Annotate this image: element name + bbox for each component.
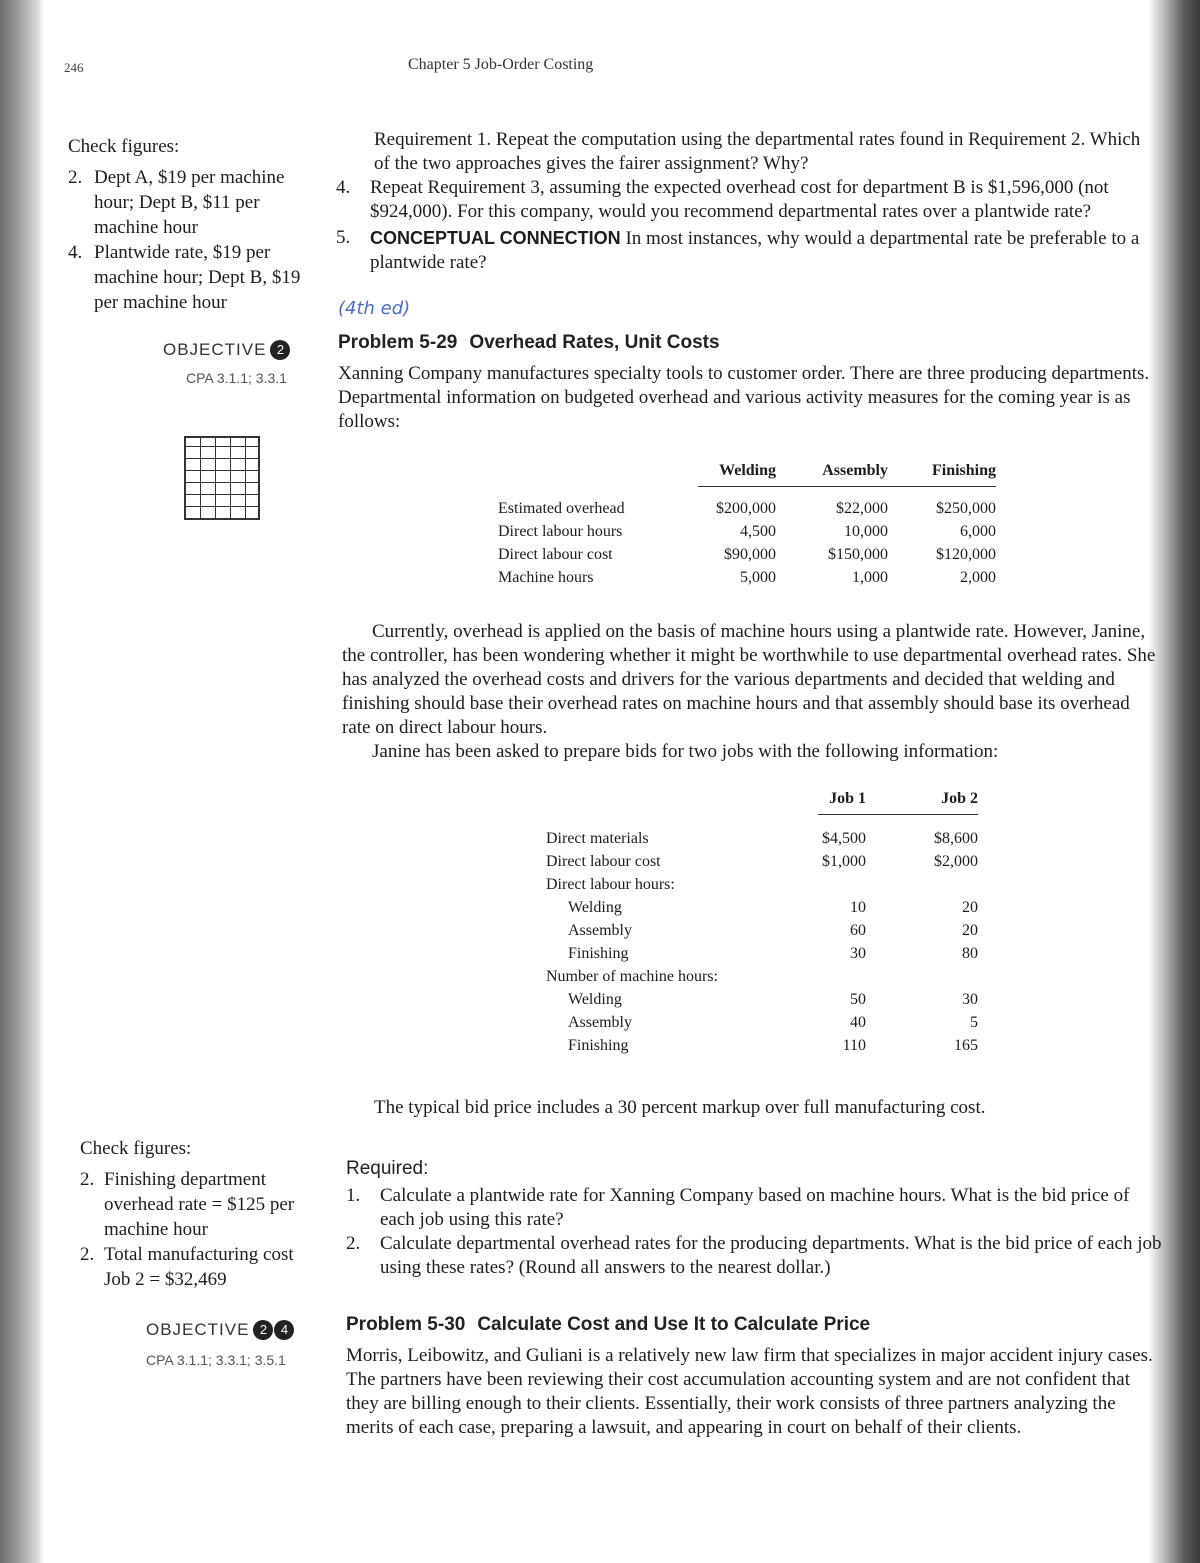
table-row: Direct labour hours: xyxy=(546,876,675,893)
table-row: Direct labour cost $1,000 $2,000 xyxy=(546,853,978,870)
cpa-reference: CPA 3.1.1; 3.3.1 xyxy=(186,370,287,386)
objective-badge: 2 xyxy=(270,340,290,360)
requirement-continuation: Requirement 1. Repeat the computation using the departmental rates found in Requirement 2. Which of the two approaches gives the fairer assignment? Why? xyxy=(374,129,1141,174)
table-row: Direct materials $4,500 $8,600 xyxy=(546,830,978,847)
page-number: 246 xyxy=(64,60,84,75)
check-figure-item: 2. Dept A, $19 per machine hour; Dept B, $11 per machine hour xyxy=(68,167,285,238)
table-row: Assembly 60 20 xyxy=(568,922,978,939)
objective-badge: 2 xyxy=(253,1320,273,1340)
table-row: Finishing 110 165 xyxy=(568,1037,978,1054)
table-row: Direct labour cost $90,000 $150,000 $120,000 xyxy=(498,546,996,563)
required-list xyxy=(346,1184,1162,1280)
check-figures-title: Check figures: xyxy=(80,1138,192,1159)
required-item: 1. Calculate a plantwide rate for Xanning Company based on machine hours. What is the bid price of each job using this rate? xyxy=(346,1185,1130,1230)
check-figures-title: Check figures: xyxy=(68,136,180,157)
requirement-item-5: 5. CONCEPTUAL CONNECTION In most instances, why would a departmental rate be preferable to a plantwide rate? xyxy=(336,227,1140,273)
cpa-reference: CPA 3.1.1; 3.3.1; 3.5.1 xyxy=(146,1352,286,1368)
check-figures-bottom xyxy=(80,1136,310,1292)
objective-label: OBJECTIVE 2 4 xyxy=(146,1320,294,1340)
requirement-item-4: 4. Repeat Requirement 3, assuming the expected overhead cost for department B is $1,596,000 (not $924,000). For this company, would you recommend departmental rates over a plantwide rate? xyxy=(336,177,1109,222)
problem-intro: Xanning Company manufactures specialty tools to customer order. There are three producing departments. Departmental information on budgeted overhead and various activity measures for the coming year is as follows: xyxy=(338,363,1150,432)
top-requirements xyxy=(336,128,1148,275)
col-job-2: Job 2 xyxy=(866,790,978,815)
col-job-1: Job 1 xyxy=(818,790,866,815)
col-finishing: Finishing xyxy=(888,462,996,487)
problem-paragraph: Currently, overhead is applied on the basis of machine hours using a plantwide rate. However, Janine, the controller, has been wondering whether it might be worthwhile to use departmental overhead rates. She has analyzed the overhead costs and drivers for the various departments and decided that welding and finishing should base their overhead rates on machine hours and that assembly should base its overhead rate on direct labour hours. Janine has been asked to prepare bids for two jobs with the following information: xyxy=(342,621,1156,762)
handwritten-note: (4th ed) xyxy=(338,298,411,319)
overhead-table xyxy=(498,462,996,589)
scan-shadow-right xyxy=(1148,0,1200,1563)
table-row: Finishing 30 80 xyxy=(568,945,978,962)
required-heading: Required: xyxy=(346,1158,429,1179)
problem-heading: Problem 5-29 Overhead Rates, Unit Costs xyxy=(338,332,720,353)
table-row: Assembly 40 5 xyxy=(568,1014,978,1031)
table-row: Welding 50 30 xyxy=(568,991,978,1008)
spreadsheet-icon xyxy=(184,436,260,520)
conceptual-connection-label: CONCEPTUAL CONNECTION xyxy=(370,228,621,248)
markup-note: The typical bid price includes a 30 percent markup over full manufacturing cost. xyxy=(374,1097,986,1118)
scan-shadow-left xyxy=(0,0,44,1563)
table-row: Estimated overhead $200,000 $22,000 $250,000 xyxy=(498,500,996,517)
objective-badge: 4 xyxy=(274,1320,294,1340)
running-head: Chapter 5 Job-Order Costing xyxy=(408,56,594,73)
table-row: Number of machine hours: xyxy=(546,968,718,985)
check-figure-item: 2. Finishing department overhead rate = $125 per machine hour xyxy=(80,1169,295,1240)
table-row: Machine hours 5,000 1,000 2,000 xyxy=(498,569,996,586)
jobs-table xyxy=(546,790,978,1057)
objective-label: OBJECTIVE 2 xyxy=(163,340,290,360)
check-figure-item: 4. Plantwide rate, $19 per machine hour; Dept B, $19 per machine hour xyxy=(68,242,301,313)
table-row: Direct labour hours 4,500 10,000 6,000 xyxy=(498,523,996,540)
col-welding: Welding xyxy=(698,462,776,487)
col-assembly: Assembly xyxy=(776,462,888,487)
problem-heading: Problem 5-30 Calculate Cost and Use It to Calculate Price xyxy=(346,1314,871,1335)
required-item: 2. Calculate departmental overhead rates for the producing departments. What is the bid price of each job using these rates? (Round all answers to the nearest dollar.) xyxy=(346,1233,1162,1278)
table-row: Welding 10 20 xyxy=(568,899,978,916)
check-figure-item: 2. Total manufacturing cost Job 2 = $32,469 xyxy=(80,1244,294,1290)
problem-intro: Morris, Leibowitz, and Guliani is a relatively new law firm that specializes in major accident injury cases. The partners have been reviewing their cost accumulation accounting system and are not confident that they are billing enough to their clients. Essentially, their work consists of three partners analyzing the merits of each case, preparing a lawsuit, and appearing in court on behalf of their clients. xyxy=(346,1345,1153,1438)
check-figures-top xyxy=(68,134,308,315)
